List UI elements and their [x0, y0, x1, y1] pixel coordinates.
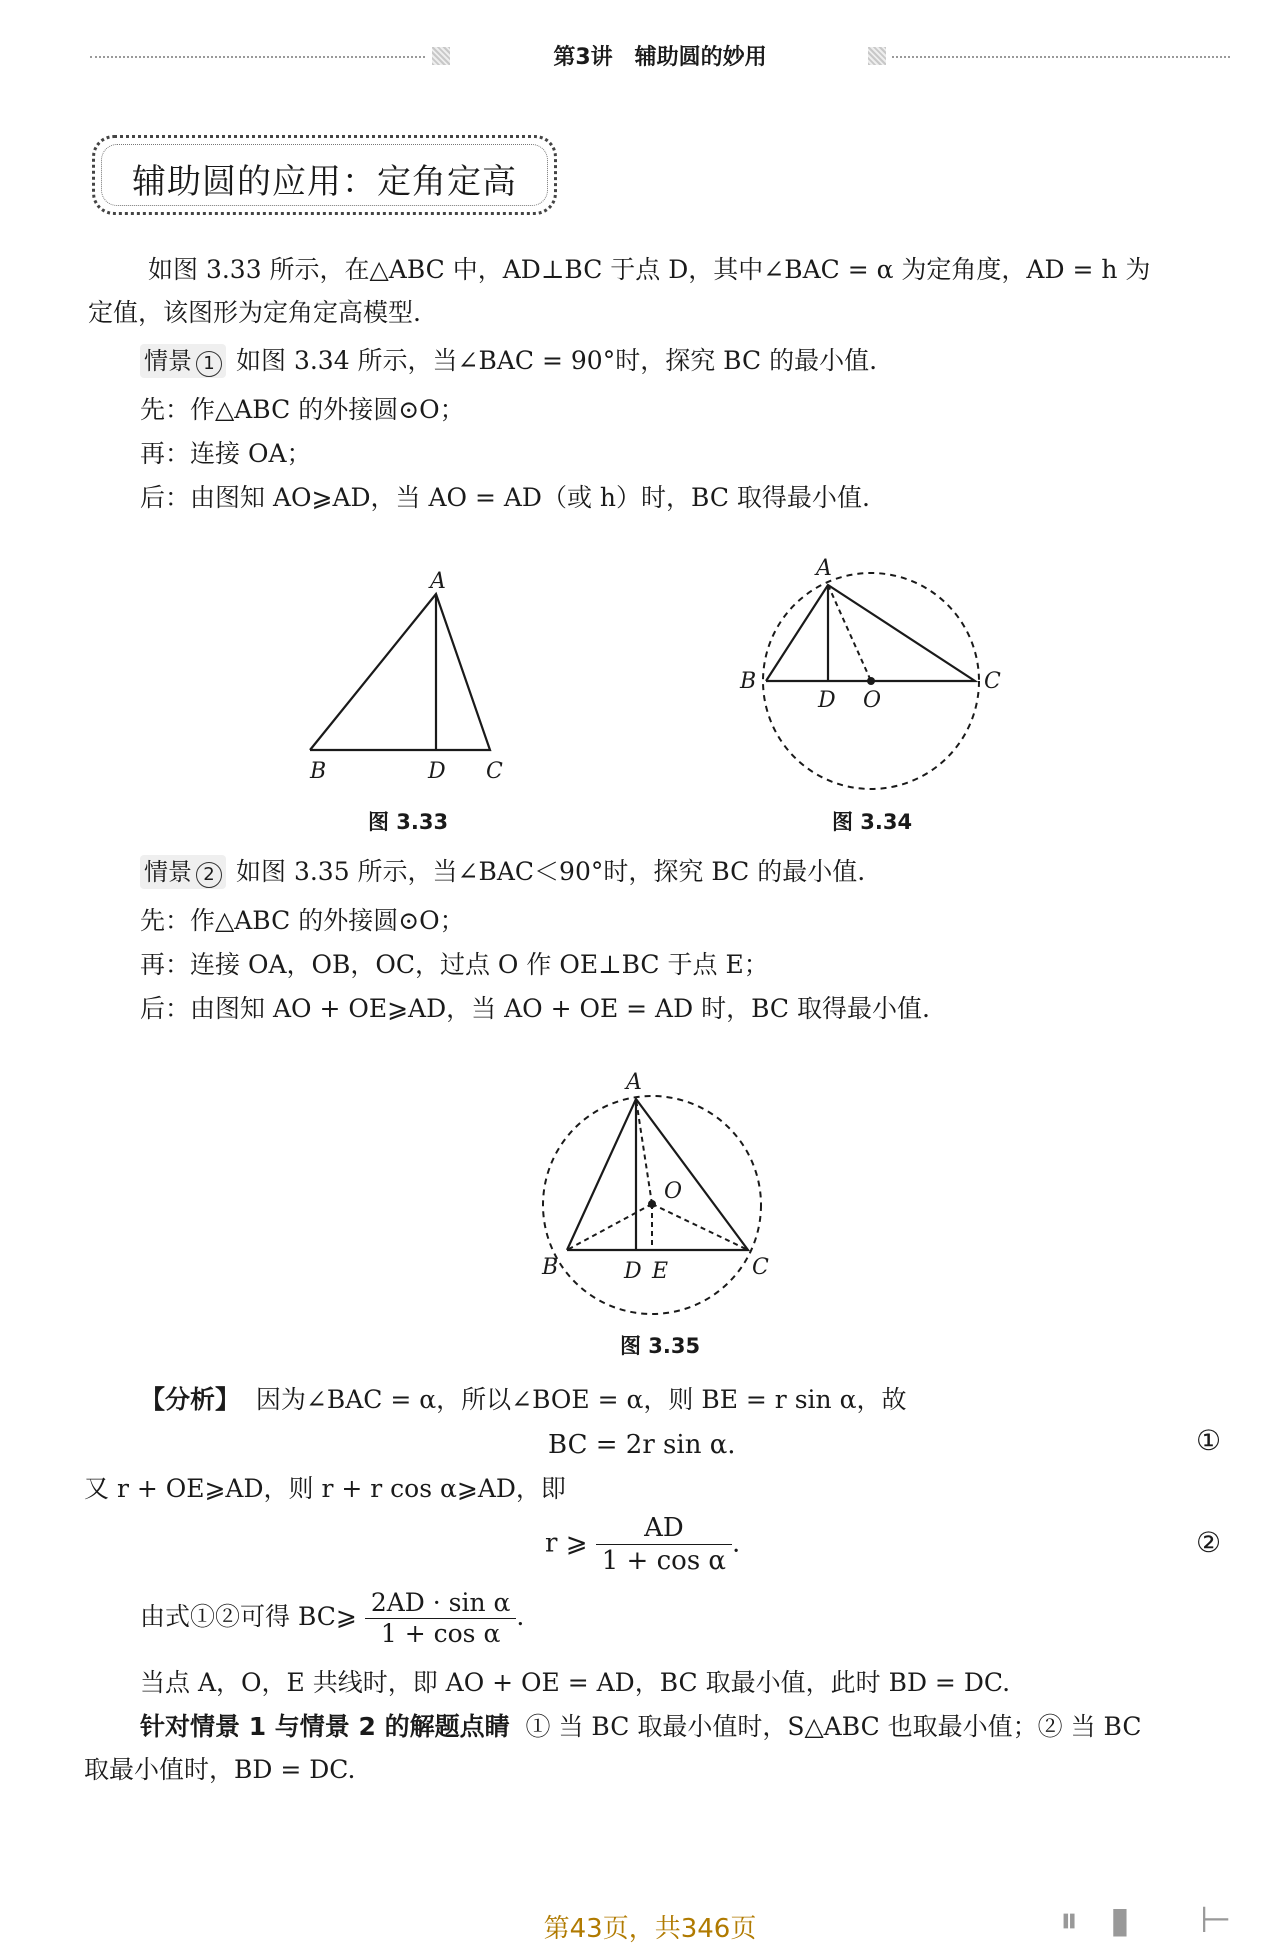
analysis-line-2: 又 r + OE⩾AD，则 r + r cos α⩾AD，即: [84, 1474, 566, 1503]
tips-line-2: 取最小值时，BD = DC.: [84, 1755, 356, 1784]
pdf-next-icon[interactable]: ⊢: [1200, 1900, 1232, 1941]
point-d-label: D: [818, 688, 836, 713]
point-a-label: A: [430, 569, 446, 594]
tips-label: 针对情景 1 与情景 2 的解题点睛: [140, 1712, 510, 1741]
point-b-label: B: [542, 1255, 559, 1280]
scene-2-step-1: 先：作△ABC 的外接圆⊙O；: [140, 906, 465, 935]
intro-line-1: 如图 3.33 所示，在△ABC 中，AD⊥BC 于点 D，其中∠BAC = α 为定角度，AD = h 为: [148, 255, 1151, 284]
header-rule-left: [90, 56, 425, 58]
result-fraction: $\frac{\text{2AD · sin α}}{\text{1 + cos α}}$: [365, 1588, 517, 1649]
scene-1-number: 1: [196, 351, 222, 377]
pdf-scroll-icon[interactable]: ▮: [1110, 1900, 1130, 1941]
point-o-label: O: [664, 1179, 683, 1204]
analysis-line-1: 【分析】 因为∠BAC = α，所以∠BOE = α，则 BE = r sin α，故: [140, 1385, 907, 1414]
equation-1-number: ①: [1196, 1424, 1222, 1457]
page-indicator: 第43页，共346页: [543, 1914, 757, 1944]
scene-2-number: 2: [196, 862, 222, 888]
scene-2-text: 如图 3.35 所示，当∠BAC＜90°时，探究 BC 的最小值.: [236, 857, 866, 886]
analysis-label: 【分析】: [140, 1385, 241, 1414]
point-a-label: A: [816, 556, 832, 581]
scene-2-step-2: 再：连接 OA，OB，OC，过点 O 作 OE⊥BC 于点 E；: [140, 950, 769, 979]
chapter-title: 第3讲 辅助圆的妙用: [553, 45, 767, 70]
intro-line-2: 定值，该图形为定角定高模型.: [88, 298, 421, 327]
point-d-label: D: [624, 1259, 642, 1284]
triangle-abc: [766, 585, 975, 681]
triangle-abc: [310, 594, 490, 750]
point-c-label: C: [752, 1255, 769, 1280]
equation-1: BC = 2r sin α.: [548, 1430, 736, 1460]
equation-2: r ⩾ $\frac{AD}{\text{1 + cos α}}$ .: [545, 1513, 741, 1576]
equation-2-number: ②: [1196, 1526, 1222, 1559]
point-a-label: A: [626, 1070, 642, 1095]
scene-1-step-1: 先：作△ABC 的外接圆⊙O；: [140, 395, 465, 424]
segment-oa: [636, 1099, 652, 1204]
point-d-label: D: [428, 759, 446, 784]
center-o: [648, 1200, 656, 1208]
point-c-label: C: [984, 669, 1001, 694]
scene-1-tag: 情景 1: [140, 344, 226, 378]
segment-ob: [567, 1204, 652, 1250]
segment-oc: [652, 1204, 748, 1250]
scene-1-step-2: 再：连接 OA；: [140, 439, 312, 468]
scene-2-tag: 情景 2: [140, 855, 226, 889]
point-c-label: C: [486, 759, 503, 784]
point-b-label: B: [310, 759, 327, 784]
equation-2-fraction: $\frac{AD}{\text{1 + cos α}}$: [596, 1512, 732, 1577]
point-o-label: O: [863, 688, 882, 713]
center-o: [867, 677, 875, 685]
section-title: 辅助圆的应用：定角定高: [132, 162, 517, 202]
tips-line-1: 针对情景 1 与情景 2 的解题点睛 ① 当 BC 取最小值时，S△ABC 也取最小值；② 当 BC: [140, 1712, 1142, 1741]
scene-2-step-3: 后：由图知 AO + OE⩾AD，当 AO + OE = AD 时，BC 取得最小值.: [140, 994, 930, 1023]
analysis-line-4: 当点 A，O，E 共线时，即 AO + OE = AD，BC 取最小值，此时 BD = DC.: [140, 1668, 1011, 1697]
point-b-label: B: [740, 669, 757, 694]
scene-1-text: 如图 3.34 所示，当∠BAC = 90°时，探究 BC 的最小值.: [236, 346, 878, 375]
point-e-label: E: [652, 1259, 669, 1284]
pdf-nav-icon[interactable]: ⏸: [1060, 1900, 1078, 1941]
figure-3-34: [730, 545, 1020, 835]
figure-3-35-caption: 图 3.35: [620, 1334, 701, 1358]
header-ornament-right: [868, 47, 886, 65]
header-ornament-left: [432, 47, 450, 65]
analysis-line-3: 由式①②可得 BC⩾ $\frac{\text{2AD · sin α}}{\text{1 + cos α}}$ .: [140, 1588, 525, 1648]
figure-3-34-caption: 图 3.34: [832, 810, 913, 834]
figure-3-35: [530, 1060, 790, 1320]
figure-3-33: [290, 560, 530, 790]
scene-2-heading: [140, 855, 865, 889]
header-rule-right: [892, 56, 1230, 58]
scene-1-heading: [140, 344, 877, 378]
figure-3-33-caption: 图 3.33: [368, 810, 449, 834]
scene-1-step-3: 后：由图知 AO⩾AD，当 AO = AD（或 h）时，BC 取得最小值.: [140, 483, 870, 512]
